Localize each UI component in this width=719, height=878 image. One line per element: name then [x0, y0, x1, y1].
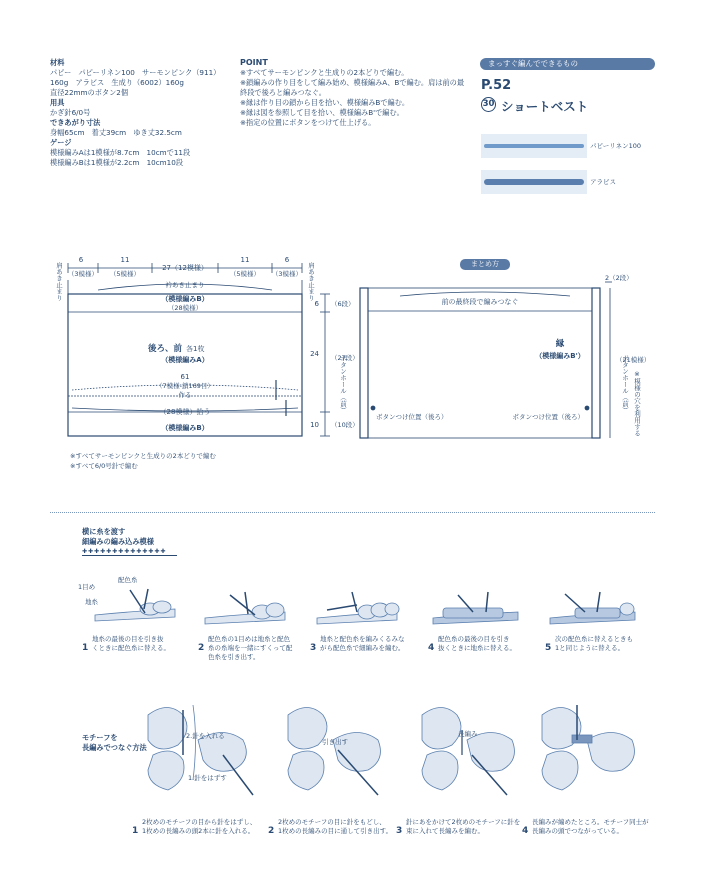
point-line: ※鎖編みの作り目をして編み始め、模様編みA、Bで編む。肩は前の最	[240, 78, 465, 87]
item-number: 30	[481, 97, 496, 112]
band-label: （模様編みB）	[161, 295, 209, 303]
step-number: 3	[310, 643, 317, 653]
edge-pattern: （模様編みB'）	[535, 352, 585, 360]
step-text: 抜くときに地糸に替える。	[438, 644, 516, 652]
point-line: 終段で後ろと編みつなぐ。	[240, 88, 326, 97]
diagram-note: ※すべて6/0号針で編む	[70, 462, 138, 470]
step-caption	[428, 635, 516, 654]
label-start: 1目め	[78, 583, 96, 591]
materials-block	[50, 58, 220, 168]
buttonhole-right-label: ボタンホール（前）	[621, 355, 629, 414]
join-label: 前の最終段で編みつなぐ	[441, 298, 519, 306]
step-text: くときに配色糸に替える。	[92, 644, 170, 652]
main-pattern: （模様編みA）	[161, 356, 209, 364]
dim-sub: （5模様）	[229, 270, 261, 278]
main-count: 各1枚	[186, 345, 205, 353]
label-insert-needle: 2.針を入れる	[186, 732, 225, 740]
step-text: 束に入れて長編みを編む。	[406, 827, 484, 835]
step-number: 2	[268, 826, 275, 836]
step-number: 4	[428, 643, 435, 653]
yarn-label: パピーリネン100	[590, 142, 642, 150]
yarn-sample	[481, 134, 587, 158]
point-line: ※縁は作り目の鎖から目を拾い、模様編みBで編む。	[240, 98, 410, 107]
right-dim: 6	[314, 300, 319, 308]
buttonhole-left-label: ボタンホール（前）	[339, 355, 347, 414]
assembly-tab: まとめ方	[460, 259, 510, 270]
right-dim: 24	[310, 350, 319, 358]
point-heading: POINT	[240, 58, 268, 67]
step-text: 長編みが編めたところ。モチーフ同士が	[532, 818, 649, 826]
step-text: 長編みの頭でつながっている。	[532, 827, 623, 835]
gauge-text: 模様編みBは1模様が2.2cm 10cm10段	[50, 158, 184, 167]
section2-title: 長編みでつなぐ方法	[82, 743, 147, 752]
point-line: ※指定の位置にボタンをつけて仕上げる。	[240, 118, 376, 127]
right-dim: 10	[310, 421, 319, 429]
section2-title: モチーフを	[82, 733, 118, 742]
hole-note: ※模様の穴を利用する	[633, 370, 641, 437]
step-number: 5	[545, 643, 552, 653]
size-text: 身幅65cm 着丈39cm ゆき丈32.5cm	[50, 128, 182, 137]
materials-line: 直径22mmのボタン2個	[50, 88, 129, 97]
motif-illustration	[138, 700, 258, 810]
step-text: 配色糸の1目めは地糸と配色	[208, 635, 291, 643]
step-number: 3	[396, 826, 403, 836]
point-line: ※縁は図を参照して目を拾い、模様編みB'で編む。	[240, 108, 404, 117]
step-illustration	[90, 585, 180, 625]
size-heading: できあがり寸法	[50, 118, 101, 127]
step-caption	[396, 818, 521, 837]
right-dim: （10段）	[331, 421, 359, 429]
step-text: 2枚めのモチーフの目から針をはずし、	[142, 818, 257, 826]
step-text: 地糸と配色糸を編みくるみな	[320, 635, 405, 643]
right-dim: （27段）	[331, 354, 359, 362]
yarn-strand	[484, 179, 584, 185]
step-number: 2	[198, 643, 205, 653]
dim-sub: （3模様）	[67, 270, 99, 278]
yarn-strand	[484, 144, 584, 148]
step-text: 配色糸の最後の目を引き	[438, 635, 510, 643]
dim-label: 6	[284, 256, 290, 264]
assembly-diagram	[340, 270, 651, 460]
step-number: 4	[522, 826, 529, 836]
top-right-dim: 2（2段）	[605, 274, 633, 282]
dim-sub: （5模様）	[109, 270, 141, 278]
step-text: 次の配色糸に替えるときも	[555, 635, 633, 643]
step-text: 色糸を引き出す。	[208, 653, 260, 661]
label-color-yarn: 配色糸	[118, 576, 138, 584]
button-position-left: ボタンつけ位置（後ろ）	[376, 413, 448, 421]
point-line: ※すべてサーモンピンクと生成りの2本どりで編む。	[240, 68, 409, 77]
motif-illustration	[412, 700, 522, 810]
pattern-diagram	[40, 250, 359, 480]
step-caption	[82, 635, 170, 654]
shoulder-left-label: 肩あき止まり	[55, 262, 63, 301]
yarn-label: アラビス	[590, 178, 616, 186]
step-text: 針にあをかけて2枚めのモチーフに針を	[406, 818, 521, 826]
motif-illustration	[278, 700, 388, 810]
label-double-crochet: 長編み	[458, 730, 478, 738]
step-caption	[522, 818, 649, 837]
step-text: 地糸の最後の目を引き抜	[92, 635, 164, 643]
gauge-heading: ゲージ	[50, 138, 72, 147]
foundation-label: 61	[180, 373, 190, 381]
page-number: P.52	[481, 78, 512, 93]
step-text: 糸の糸端を一緒にすくって配	[208, 644, 293, 652]
step-text: 1枚めの長編みの目に通して引き出す。	[278, 827, 393, 835]
tools-text: かぎ針6/0号	[50, 108, 91, 117]
label-pull-through: 引き出す	[322, 738, 348, 746]
step-number: 1	[132, 826, 139, 836]
step-caption	[268, 818, 393, 837]
collar-label: 衿あき止まり	[165, 281, 205, 289]
category-badge: まっすぐ編んでできるもの	[480, 58, 655, 70]
step-caption	[545, 635, 633, 654]
step-illustration	[200, 590, 290, 630]
materials-heading: 材料	[50, 58, 65, 67]
step-caption	[310, 635, 405, 654]
bottom-band-label: （模様編みB）	[161, 424, 209, 432]
dim-label: 11	[120, 256, 130, 264]
gauge-text: 模様編みAは1模様が8.7cm 10cmで11段	[50, 148, 191, 157]
foundation-label: 作る	[178, 391, 192, 399]
pick-label: （28模様）拾う	[159, 408, 211, 416]
dim-label: 11	[240, 256, 250, 264]
step-text: 1枚めの長編みの頭2本に針を入れる。	[142, 827, 255, 835]
page-title: ショートベスト	[501, 99, 589, 114]
edge-label: 縁	[555, 339, 565, 349]
dim-label: 27（12模様）	[162, 264, 208, 272]
section-divider	[50, 512, 655, 513]
main-label: 後ろ、前	[147, 344, 182, 354]
motif-illustration	[532, 700, 642, 810]
step-text: 2枚めのモチーフの目に針をもどし、	[278, 818, 386, 826]
rows-label: （21模様）	[616, 356, 651, 364]
dim-sub: （3模様）	[271, 270, 303, 278]
button-position-right: ボタンつけ位置（後ろ）	[512, 413, 584, 421]
step-illustration	[312, 590, 402, 630]
stitch-chart: ✚✚✚✚✚✚✚✚✚✚✚✚✚✚	[82, 549, 177, 556]
label-remove-needle: 1.針をはずす	[188, 774, 227, 782]
point-block	[240, 58, 464, 128]
tools-heading: 用具	[50, 98, 65, 107]
step-number: 1	[82, 643, 89, 653]
shoulder-right-label: 肩あき止まり	[307, 262, 315, 301]
band-sub: （28模様）	[167, 304, 203, 312]
section1-title: 細編みの編み込み模様	[82, 537, 154, 546]
step-text: がら配色糸で細編みを編む。	[320, 644, 405, 652]
step-illustration	[545, 590, 640, 630]
step-caption	[198, 635, 293, 661]
materials-line: パピー パピーリネン100 サーモンピンク（911）	[50, 68, 221, 77]
dim-label: 6	[78, 256, 84, 264]
yarn-sample	[481, 170, 587, 194]
foundation-label: （7模様-鎖169目）	[156, 382, 214, 390]
step-illustration	[428, 590, 523, 630]
step-caption	[132, 818, 257, 837]
section1-title: 横に糸を渡す	[82, 527, 126, 536]
materials-line: 160g アラビス 生成り（6002）160g	[50, 78, 184, 87]
label-base-yarn: 地糸	[85, 598, 98, 606]
right-dim: （6段）	[331, 300, 355, 308]
step-text: 1と同じように替える。	[555, 644, 625, 652]
diagram-note: ※すべてサーモンピンクと生成りの2本どりで編む	[70, 452, 216, 460]
